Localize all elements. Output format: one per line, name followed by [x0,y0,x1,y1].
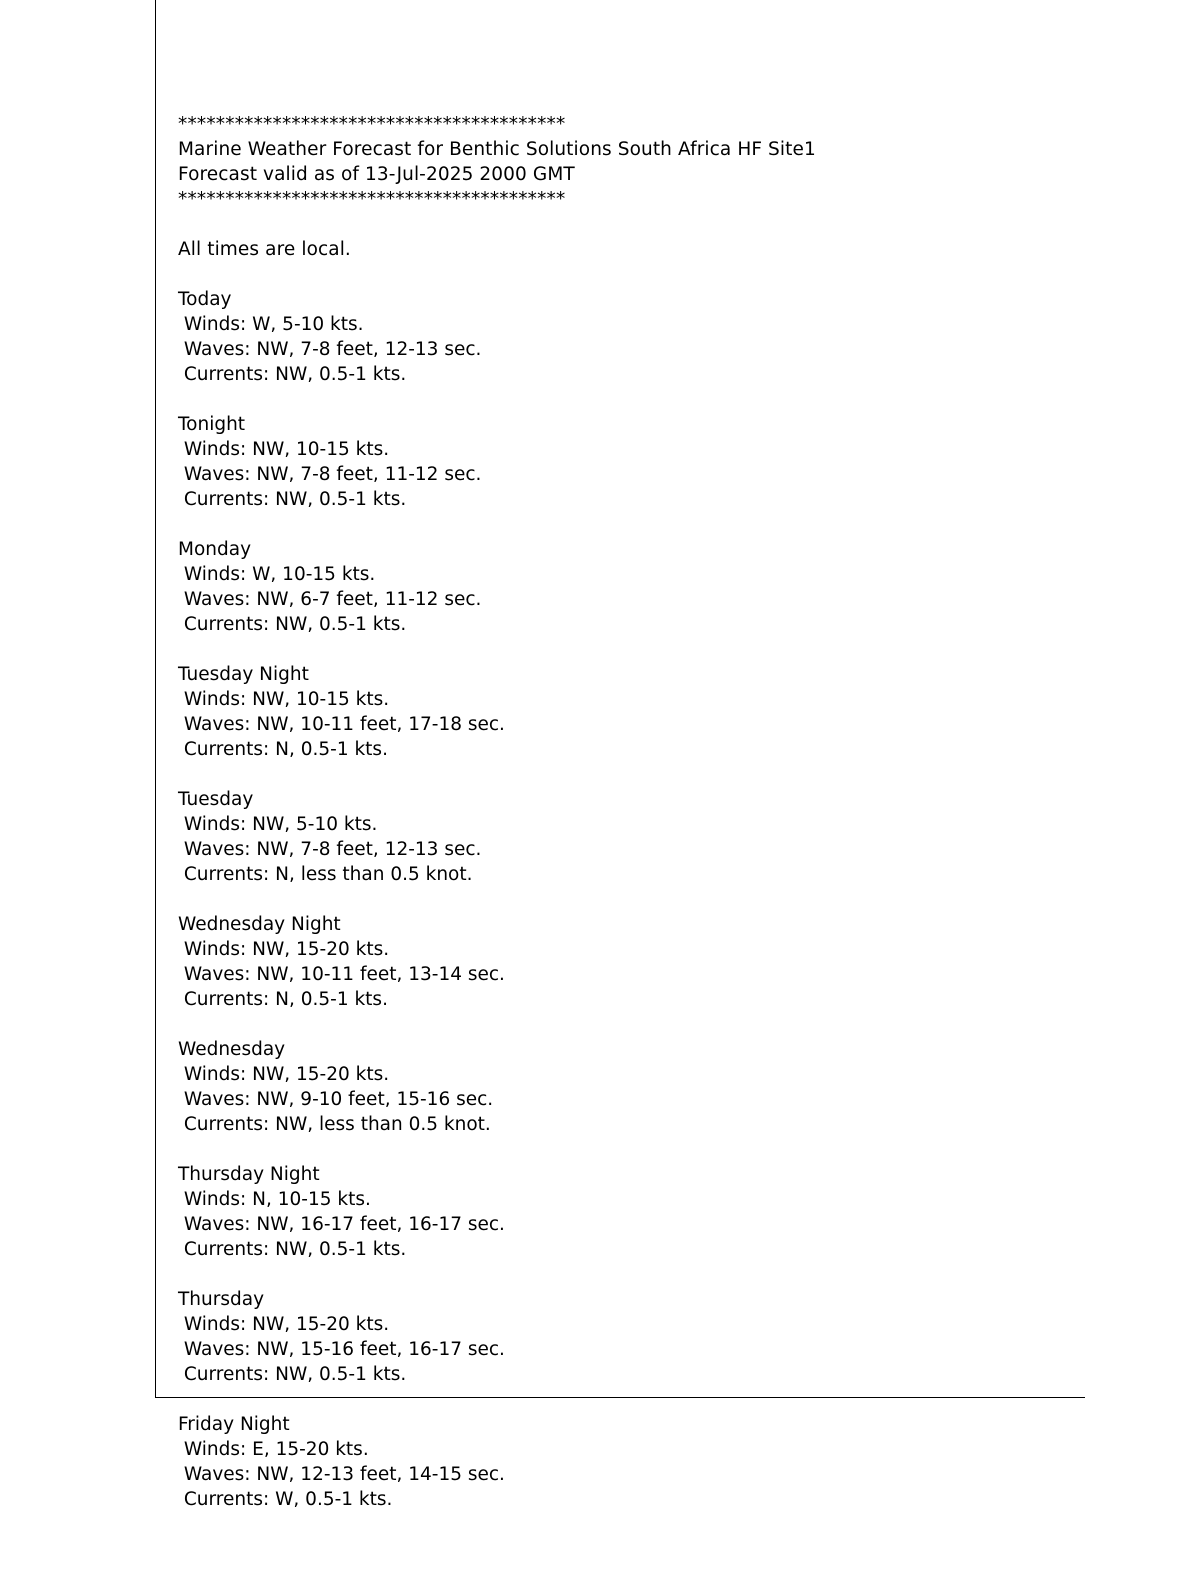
period-currents: Currents: NW, 0.5-1 kts. [178,489,407,510]
spacer [178,1262,1078,1287]
period-name: Tuesday Night [178,664,309,685]
period-winds: Winds: NW, 15-20 kts. [178,939,390,960]
period-winds: Winds: NW, 10-15 kts. [178,439,390,460]
period-name: Wednesday [178,1039,286,1060]
spacer [178,212,1078,237]
spacer [178,512,1078,537]
period-name: Friday Night [178,1414,290,1435]
period-name: Tonight [178,414,246,435]
period-winds: Winds: E, 15-20 kts. [178,1439,369,1460]
period-currents: Currents: NW, 0.5-1 kts. [178,1364,407,1385]
spacer [178,262,1078,287]
forecast-period [178,537,1078,637]
period-name: Today [178,289,232,310]
period-winds: Winds: N, 10-15 kts. [178,1189,371,1210]
period-waves: Waves: NW, 10-11 feet, 13-14 sec. [178,964,505,985]
spacer [178,387,1078,412]
period-waves: Waves: NW, 15-16 feet, 16-17 sec. [178,1339,505,1360]
period-waves: Waves: NW, 6-7 feet, 11-12 sec. [178,589,482,610]
period-waves: Waves: NW, 12-13 feet, 14-15 sec. [178,1464,505,1485]
period-currents: Currents: NW, less than 0.5 knot. [178,1114,491,1135]
period-winds: Winds: NW, 15-20 kts. [178,1314,390,1335]
period-currents: Currents: NW, 0.5-1 kts. [178,1239,407,1260]
period-waves: Waves: NW, 7-8 feet, 12-13 sec. [178,839,482,860]
spacer [178,762,1078,787]
overflow-forecast-period [178,1412,1078,1512]
divider-bottom: ***************************************** [178,189,566,210]
period-name: Thursday Night [178,1164,320,1185]
divider-top: ***************************************** [178,114,566,135]
period-currents: Currents: N, less than 0.5 knot. [178,864,473,885]
forecast-period [178,1287,1078,1387]
period-name: Monday [178,539,252,560]
forecast-period [178,412,1078,512]
forecast-valid-time: Forecast valid as of 13-Jul-2025 2000 GMT [178,164,575,185]
spacer [178,637,1078,662]
period-winds: Winds: W, 10-15 kts. [178,564,376,585]
period-currents: Currents: N, 0.5-1 kts. [178,989,388,1010]
spacer [178,1012,1078,1037]
period-waves: Waves: NW, 16-17 feet, 16-17 sec. [178,1214,505,1235]
period-name: Thursday [178,1289,265,1310]
period-waves: Waves: NW, 7-8 feet, 12-13 sec. [178,339,482,360]
period-winds: Winds: W, 5-10 kts. [178,314,364,335]
period-winds: Winds: NW, 15-20 kts. [178,1064,390,1085]
period-name: Wednesday Night [178,914,341,935]
spacer [178,1137,1078,1162]
forecast-period [178,287,1078,387]
spacer [178,887,1078,912]
local-times-note: All times are local. [178,239,351,260]
forecast-body [178,112,1078,1387]
forecast-period [178,1037,1078,1137]
period-currents: Currents: N, 0.5-1 kts. [178,739,388,760]
period-currents: Currents: NW, 0.5-1 kts. [178,614,407,635]
forecast-period [178,787,1078,887]
period-currents: Currents: W, 0.5-1 kts. [178,1489,393,1510]
forecast-period [178,912,1078,1012]
forecast-period [178,1162,1078,1262]
period-name: Tuesday [178,789,254,810]
period-winds: Winds: NW, 10-15 kts. [178,689,390,710]
period-winds: Winds: NW, 5-10 kts. [178,814,378,835]
period-currents: Currents: NW, 0.5-1 kts. [178,364,407,385]
period-waves: Waves: NW, 10-11 feet, 17-18 sec. [178,714,505,735]
period-waves: Waves: NW, 7-8 feet, 11-12 sec. [178,464,482,485]
period-waves: Waves: NW, 9-10 feet, 15-16 sec. [178,1089,494,1110]
forecast-period [178,662,1078,762]
forecast-title: Marine Weather Forecast for Benthic Solutions South Africa HF Site1 [178,139,816,160]
